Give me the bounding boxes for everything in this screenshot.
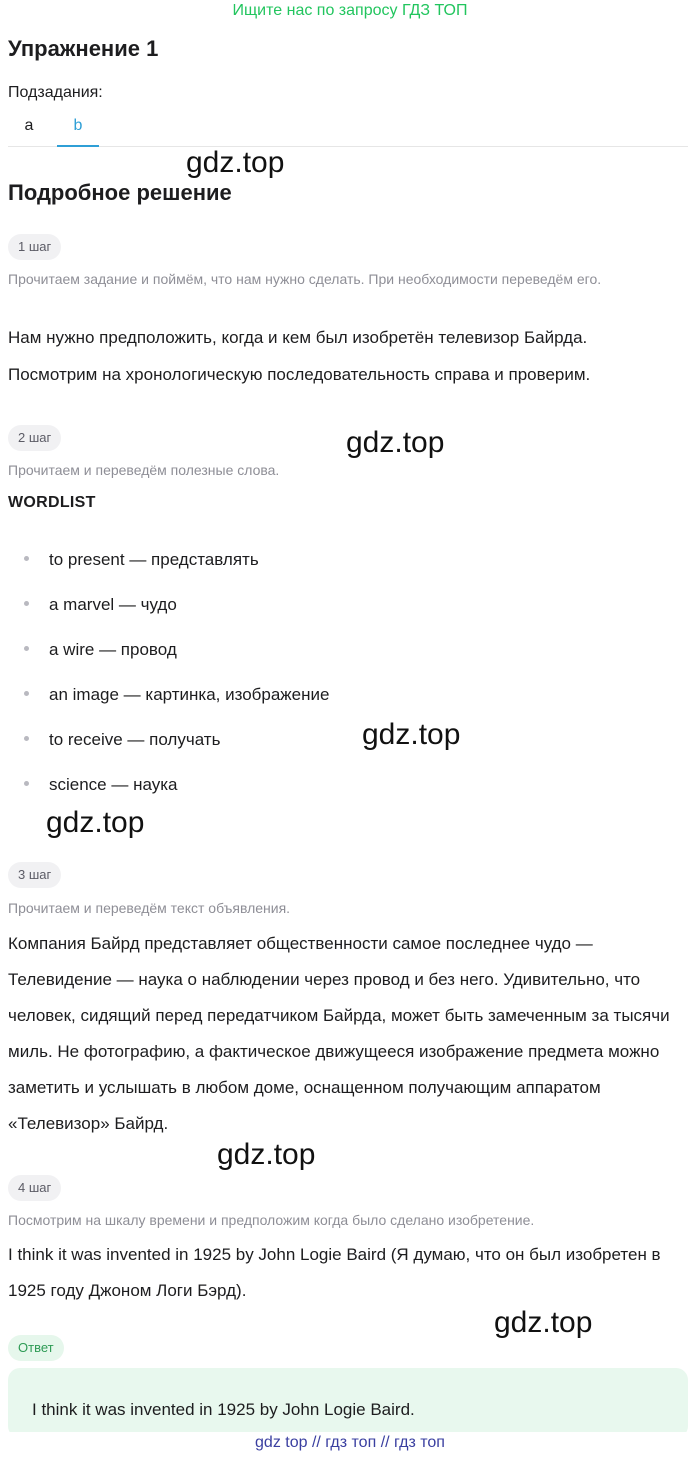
watermark: gdz.top [217, 1138, 316, 1171]
watermark: gdz.top [346, 426, 445, 459]
step-badge: 2 шаг [8, 425, 61, 451]
bullet-icon [24, 556, 29, 561]
list-item [24, 685, 329, 705]
list-item [24, 595, 177, 615]
list-item [24, 640, 177, 660]
step-hint: Прочитаем и переведём текст объявления. [8, 900, 291, 916]
answer-badge: Ответ [8, 1335, 64, 1361]
step-paragraph: I think it was invented in 1925 by John Logie Baird (Я думаю, что он был изобретен в 1925 году Джоном Логи Бэрд). [8, 1245, 661, 1300]
step-text: Посмотрим на хронологическую последовательность справа и проверим. [8, 365, 591, 384]
word-entry: a marvel — чудо [49, 595, 177, 614]
watermark: gdz.top [494, 1306, 593, 1339]
subtasks-label: Подзадания: [8, 84, 103, 101]
footer-links[interactable]: gdz top // гдз топ // гдз топ [0, 1432, 700, 1458]
step-paragraph: Компания Байрд представляет общественности самое последнее чудо — Телевидение — наука о наблюдении через провод и без него. Удивительно, что человек, сидящий перед передатчиком Байрда, может быть замеченным за тысячи миль. Не фотографию, а фактическое движущееся изображение предмета можно заметить и услышать в любом доме, оснащенном получающим аппаратом «Телевизор» Байрд. [8, 934, 670, 1133]
word-entry: to present — представлять [49, 550, 259, 569]
list-item [24, 730, 220, 750]
top-banner: Ищите нас по запросу ГДЗ ТОП [232, 2, 468, 19]
list-item [24, 775, 178, 795]
wordlist-label: WORDLIST [8, 494, 96, 511]
watermark: gdz.top [186, 146, 285, 179]
step-hint: Прочитаем задание и поймём, что нам нужно сделать. При необходимости переведём его. [8, 271, 602, 287]
step-badge: 4 шаг [8, 1175, 61, 1201]
bullet-icon [24, 646, 29, 651]
step-text: Нам нужно предположить, когда и кем был изобретён телевизор Байрда. [8, 328, 588, 347]
word-entry: an image — картинка, изображение [49, 685, 330, 704]
step-hint: Посмотрим на шкалу времени и предположим когда было сделано изобретение. [8, 1212, 535, 1228]
subtask-tabs [8, 112, 688, 147]
step-hint: Прочитаем и переведём полезные слова. [8, 462, 280, 478]
bullet-icon [24, 781, 29, 786]
word-entry: science — наука [49, 775, 178, 794]
bullet-icon [24, 736, 29, 741]
bullet-icon [24, 601, 29, 606]
step-badge: 1 шаг [8, 234, 61, 260]
exercise-title: Упражнение 1 [8, 36, 159, 61]
tab-a[interactable]: a [24, 117, 34, 134]
word-entry: to receive — получать [49, 730, 221, 749]
bullet-icon [24, 691, 29, 696]
answer-text: I think it was invented in 1925 by John Logie Baird. [32, 1400, 415, 1419]
tab-b[interactable]: b [57, 112, 99, 147]
watermark: gdz.top [46, 806, 145, 839]
list-item [24, 550, 259, 570]
watermark: gdz.top [362, 718, 461, 751]
step-badge: 3 шаг [8, 862, 61, 888]
word-entry: a wire — провод [49, 640, 177, 659]
solution-title: Подробное решение [8, 180, 232, 205]
